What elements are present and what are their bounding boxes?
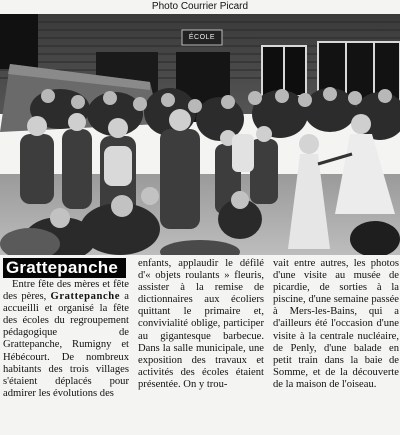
- column-1-body: a accueilli et organisé la fête des écoles du regroupement pédagogique de Grattepanche, Rumigny et Hébécourt. De nombreux habitants des trois villages s'étaient déplacés pour admirer les évolutions des: [3, 291, 129, 399]
- article-headline: Grattepanche: [3, 258, 126, 278]
- column-3-text: vait entre autres, les photos d'une visite au musée de picardie, de sorties à la piscine, d'une semaine passée à Mers-les-Bains, qui a d'ailleurs été l'occasion d'une visite à la centrale nucléaire, de Penly, d'une balade en petit train dans la baie de Somme, et de la découverte de la maison de l'oiseau.: [273, 258, 399, 390]
- photo-image: [0, 14, 400, 255]
- article-column-1: [3, 279, 129, 435]
- news-photo: [0, 14, 400, 255]
- article-column-2: [138, 258, 264, 435]
- photo-credit: Photo Courrier Picard: [151, 1, 249, 12]
- lead-text: Entre fête des mères et fête des pères,: [3, 279, 129, 303]
- column-2-text: enfants, applaudir le défilé d'« objets roulants » fleuris, assister à la remise de dictionnaires aux écoliers quittant le primaire et, convivialité oblige, participer au gigantesque barbecue. Dans la salle municipale, une exposition des travaux et activités des écoles étaient présentée. On y trou-: [138, 258, 264, 390]
- school-sign: ÉCOLE: [188, 34, 216, 41]
- lead-place-name: Grattepanche: [50, 291, 121, 303]
- article-column-3: [273, 258, 399, 435]
